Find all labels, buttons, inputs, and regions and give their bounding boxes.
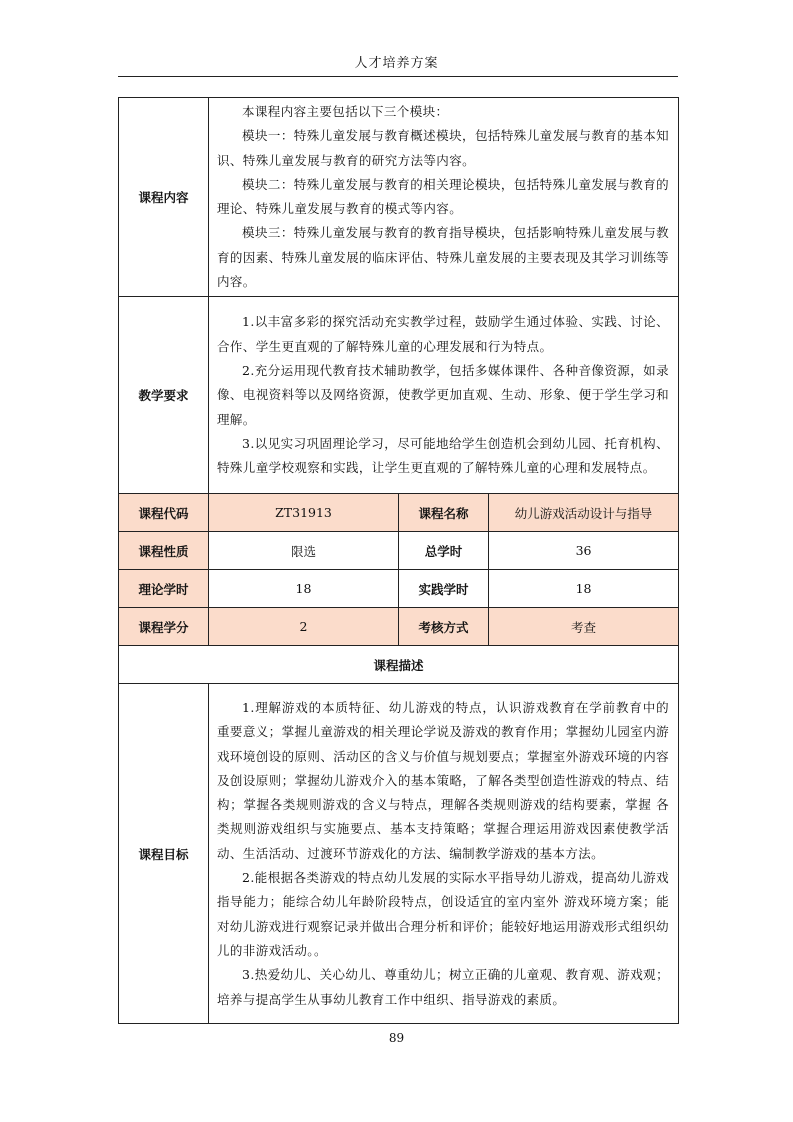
requirement-paragraph: 3.以见实习巩固理论学习，尽可能地给学生创造机会到幼儿园、托育机构、特殊儿童学校观察和实践，让学生更直观的了解特殊儿童的心理和发展特点。 (217, 435, 670, 476)
requirement-paragraph: 1.以丰富多彩的探究活动充实教学过程，鼓励学生通过体验、实践、讨论、合作、学生更直观的了解特殊儿童的心理发展和行为特点。 (217, 314, 670, 354)
content-text (209, 98, 679, 297)
info-row-credit (119, 608, 679, 646)
info-row-code (119, 494, 679, 532)
credit-label: 课程学分 (119, 608, 209, 646)
requirement-row (119, 297, 679, 494)
page-header-title: 人才培养方案 (354, 56, 439, 71)
content-paragraph: 模块二：特殊儿童发展与教育的相关理论模块，包括特殊儿童发展与教育的理论、特殊儿童发展与教育的模式等内容。 (217, 176, 670, 217)
header-rule (118, 76, 678, 77)
course-nature-value: 限选 (209, 532, 399, 570)
course-spec-table (118, 97, 679, 1024)
description-title: 课程描述 (119, 646, 679, 684)
theory-hours-value: 18 (209, 570, 399, 608)
content-paragraph: 本课程内容主要包括以下三个模块： (242, 104, 449, 119)
total-hours-label: 总学时 (399, 532, 489, 570)
course-nature-label: 课程性质 (119, 532, 209, 570)
goal-paragraph: 3.热爱幼儿、关心幼儿、尊重幼儿；树立正确的儿童观、教育观、游戏观；培养与提高学生从事幼儿教育工作中组织、指导游戏的素质。 (217, 967, 670, 1007)
practice-hours-value: 18 (489, 570, 679, 608)
info-row-hours (119, 570, 679, 608)
goal-text (209, 684, 679, 1024)
course-code-label: 课程代码 (119, 494, 209, 532)
goal-paragraph: 1.理解游戏的本质特征、幼儿游戏的特点，认识游戏教育在学前教育中的 重要意义；掌握儿童游戏的相关理论学说及游戏的教育作用；掌握幼儿园室内游戏环境创设的原则、活动区的含义与价值与规划要点；掌握室外游戏环境的内容及创设原则；掌握幼儿游戏介入的基本策略，了解各类型创造性游戏的特点、结构；掌握各类规则游戏的含义与特点，理解各类规则游戏的结构要素，掌握 各类规则游戏组织与实施要点、基本支持策略；掌握合理运用游戏因素使教学活动、生活活动、过渡环节游戏化的方法、编制教学游戏的基本方法。 (217, 699, 670, 861)
content-paragraph: 模块三：特殊儿童发展与教育的教育指导模块，包括影响特殊儿童发展与教育的因素、特殊儿童发展的临床评估、特殊儿童发展的主要表现及其学习训练等内容。 (217, 225, 670, 290)
total-hours-value: 36 (489, 532, 679, 570)
practice-hours-label: 实践学时 (399, 570, 489, 608)
content-label: 课程内容 (119, 98, 209, 297)
credit-value: 2 (209, 608, 399, 646)
course-name-label: 课程名称 (399, 494, 489, 532)
requirement-label: 教学要求 (119, 297, 209, 494)
assessment-label: 考核方式 (399, 608, 489, 646)
course-name-value: 幼儿游戏活动设计与指导 (489, 494, 679, 532)
course-code-value: ZT31913 (209, 494, 399, 532)
requirement-text (209, 297, 679, 494)
goal-paragraph: 2.能根据各类游戏的特点幼儿发展的实际水平指导幼儿游戏，提高幼儿游戏指导能力；能综合幼儿年龄阶段特点，创设适宜的室内室外 游戏环境方案；能对幼儿游戏进行观察记录并做出合理分析和评价；能较好地运用游戏形式组织幼儿的非游戏活动。。 (217, 870, 670, 958)
content-paragraph: 模块一：特殊儿童发展与教育概述模块，包括特殊儿童发展与教育的基本知识、特殊儿童发展与教育的研究方法等内容。 (217, 128, 670, 168)
description-title-row (119, 646, 679, 684)
info-row-nature (119, 532, 679, 570)
theory-hours-label: 理论学时 (119, 570, 209, 608)
content-row (119, 98, 679, 297)
assessment-value: 考查 (489, 608, 679, 646)
requirement-paragraph: 2.充分运用现代教育技术辅助教学，包括多媒体课件、各种音像资源，如录像、电视资料等以及网络资源，使教学更加直观、生动、形象、便于学生学习和理解。 (217, 362, 670, 427)
goal-label: 课程目标 (119, 684, 209, 1024)
page-number: 89 (388, 1031, 405, 1045)
goal-row (119, 684, 679, 1024)
